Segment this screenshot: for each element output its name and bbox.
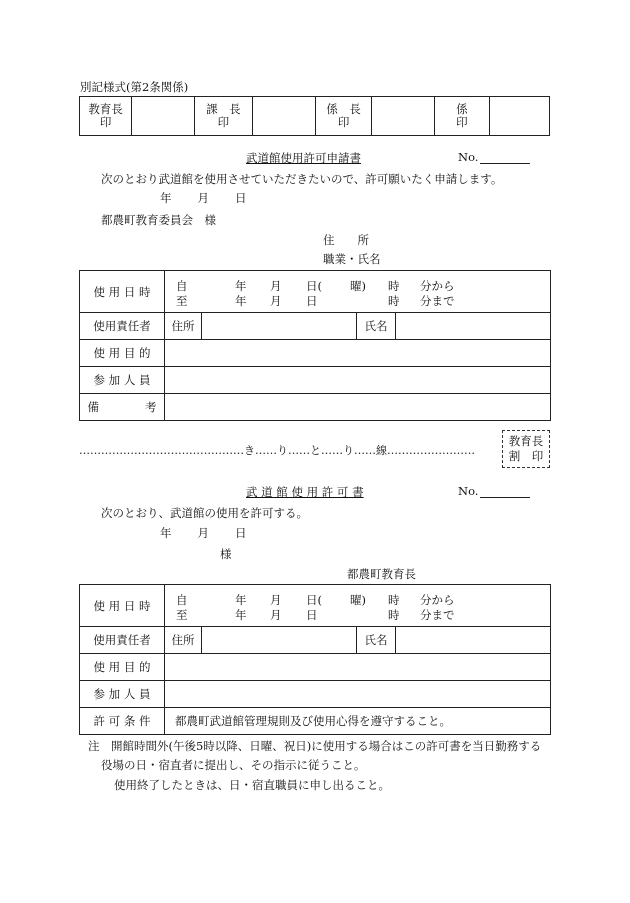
permit-purpose-field[interactable] [165,654,551,681]
cut-line: ………………………………………き……り……と……り……線…………………… [79,444,475,457]
note-line-1: 注 開館時間外(午後5時以降、日曜、祝日)に使用する場合はこの許可書を当日勤務する [88,739,542,753]
permit-datetime-cell[interactable]: 自 至 年 年 月 月 日( 日 曜) 時 時 分から 分まで [165,585,551,627]
participants-field[interactable] [165,367,551,394]
application-intro: 次のとおり武道館を使用させていただきたいので、許可願いたく申請します。 [101,172,503,186]
stamp-box-superintendent[interactable] [132,97,195,136]
application-table [79,270,551,421]
permit-responsible-address-field[interactable] [202,627,357,653]
applicant-address-label: 住 所 [323,233,369,247]
stamp-label-staff: 係 印 [434,97,489,136]
permit-conditions-text: 都農町武道館管理規則及び使用心得を遵守すること。 [165,708,551,735]
application-number[interactable]: No. [458,150,530,164]
permit-addressee: 様 [220,547,232,561]
purpose-field[interactable] [165,340,551,367]
approval-stamp-table [79,96,550,136]
permit-datetime-label: 使 用 日 時 [80,585,165,627]
permit-responsible-name-field[interactable] [396,627,550,653]
permit-participants-field[interactable] [165,681,551,708]
application-addressee: 都農町教育委員会 様 [101,213,216,227]
stamp-label-unit-chief: 係 長 印 [316,97,371,136]
stamp-label-superintendent: 教育長 印 [80,97,132,136]
permit-purpose-label: 使 用 目 的 [80,654,165,681]
purpose-label: 使 用 目 的 [80,340,165,367]
applicant-occupation-name-label: 職業・氏名 [323,252,381,266]
permit-responsible-name-label: 氏名 [357,627,396,653]
permit-date[interactable]: 年 月 日 [160,526,247,540]
permit-responsible-person-cell [165,627,551,654]
form-caption: 別記様式(第2条関係) [80,80,189,94]
remarks-field[interactable] [165,394,551,421]
application-title: 武道館使用許可申請書 [246,151,361,165]
datetime-cell[interactable]: 自 至 年 年 月 月 日( 日 曜) 時 時 分から 分まで [165,271,551,313]
responsible-address-field[interactable] [202,313,357,339]
responsible-name-field[interactable] [396,313,550,339]
responsible-address-label: 住所 [165,313,202,339]
permit-participants-label: 参 加 人 員 [80,681,165,708]
stamp-box-section-chief[interactable] [252,97,316,136]
responsible-person-label: 使用責任者 [80,313,165,340]
permit-responsible-address-label: 住所 [165,627,202,653]
responsible-person-cell [165,313,551,340]
permit-number[interactable]: No. [458,484,530,498]
permit-responsible-person-label: 使用責任者 [80,627,165,654]
stamp-box-staff[interactable] [490,97,550,136]
note-line-2: 役場の日・宿直者に提出し、その指示に従うこと。 [101,758,366,772]
stamp-box-unit-chief[interactable] [371,97,434,136]
application-date[interactable]: 年 月 日 [160,191,247,205]
responsible-name-label: 氏名 [357,313,396,339]
note-line-3: 使用終了したときは、日・宿直職員に申し出ること。 [114,778,390,792]
datetime-label: 使 用 日 時 [80,271,165,313]
remarks-label: 備 考 [80,394,165,421]
permit-title: 武 道 館 使 用 許 可 書 [246,485,364,499]
permit-conditions-label: 許 可 条 件 [80,708,165,735]
permit-table [79,584,551,735]
permit-intro: 次のとおり、武道館の使用を許可する。 [101,506,308,520]
participants-label: 参 加 人 員 [80,367,165,394]
permit-issuer: 都農町教育長 [347,567,416,581]
tally-seal-box[interactable]: 教育長 割 印 [502,430,550,468]
stamp-label-section-chief: 課 長 印 [195,97,252,136]
